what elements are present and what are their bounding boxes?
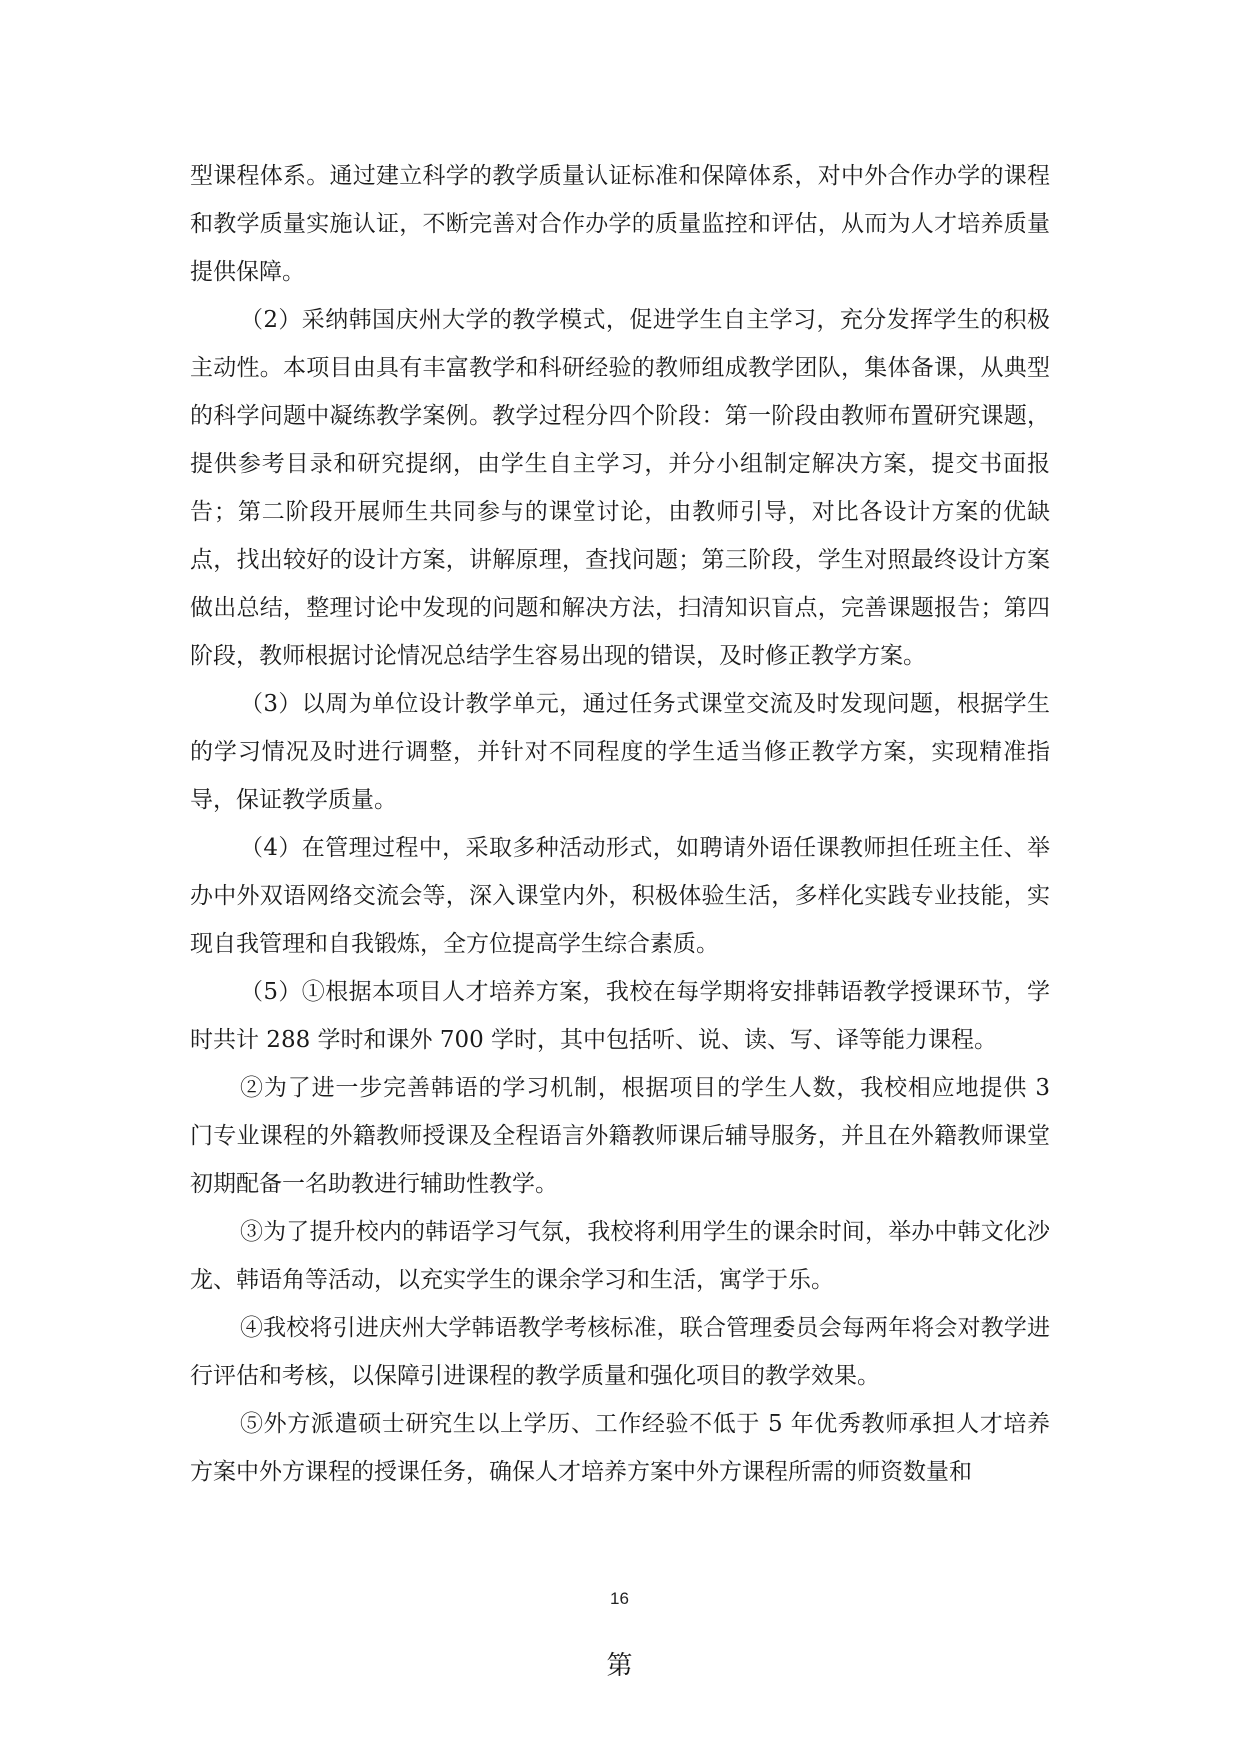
paragraph: ⑤外方派遣硕士研究生以上学历、工作经验不低于 5 年优秀教师承担人才培养方案中外方课程的授课任务，确保人才培养方案中外方课程所需的师资数量和 xyxy=(190,1411,1050,1485)
body-text xyxy=(190,152,1050,1496)
paragraph: （5）①根据本项目人才培养方案，我校在每学期将安排韩语教学授课环节，学时共计 288 学时和课外 700 学时，其中包括听、说、读、写、译等能力课程。 xyxy=(190,979,1050,1053)
paragraph: ③为了提升校内的韩语学习气氛，我校将利用学生的课余时间，举办中韩文化沙龙、韩语角等活动，以充实学生的课余学习和生活，寓学于乐。 xyxy=(190,1219,1050,1293)
paragraph: 型课程体系。通过建立科学的教学质量认证标准和保障体系，对中外合作办学的课程和教学质量实施认证，不断完善对合作办学的质量监控和评估，从而为人才培养质量提供保障。 xyxy=(190,163,1050,285)
page-number: 16 xyxy=(610,1589,629,1608)
paragraph: （2）采纳韩国庆州大学的教学模式，促进学生自主学习，充分发挥学生的积极主动性。本项目由具有丰富教学和科研经验的教师组成教学团队，集体备课，从典型的科学问题中凝练教学案例。教学过程分四个阶段：第一阶段由教师布置研究课题，提供参考目录和研究提纲，由学生自主学习，并分小组制定解决方案，提交书面报告；第二阶段开展师生共同参与的课堂讨论，由教师引导，对比各设计方案的优缺点，找出较好的设计方案，讲解原理，查找问题；第三阶段，学生对照最终设计方案做出总结，整理讨论中发现的问题和解决方法，扫清知识盲点，完善课题报告；第四阶段，教师根据讨论情况总结学生容易出现的错误，及时修正教学方案。 xyxy=(190,307,1050,669)
paragraph: ④我校将引进庆州大学韩语教学考核标准，联合管理委员会每两年将会对教学进行评估和考核，以保障引进课程的教学质量和强化项目的教学效果。 xyxy=(190,1315,1050,1389)
paragraph: （4）在管理过程中，采取多种活动形式，如聘请外语任课教师担任班主任、举办中外双语网络交流会等，深入课堂内外，积极体验生活，多样化实践专业技能，实现自我管理和自我锻炼，全方位提高学生综合素质。 xyxy=(190,835,1050,957)
paragraph: ②为了进一步完善韩语的学习机制，根据项目的学生人数，我校相应地提供 3 门专业课程的外籍教师授课及全程语言外籍教师课后辅导服务，并且在外籍教师课堂初期配备一名助教进行辅助性教学。 xyxy=(190,1075,1050,1197)
footer-text: 第 xyxy=(606,1651,633,1681)
paragraph: （3）以周为单位设计教学单元，通过任务式课堂交流及时发现问题，根据学生的学习情况及时进行调整，并针对不同程度的学生适当修正教学方案，实现精准指导，保证教学质量。 xyxy=(190,691,1050,813)
